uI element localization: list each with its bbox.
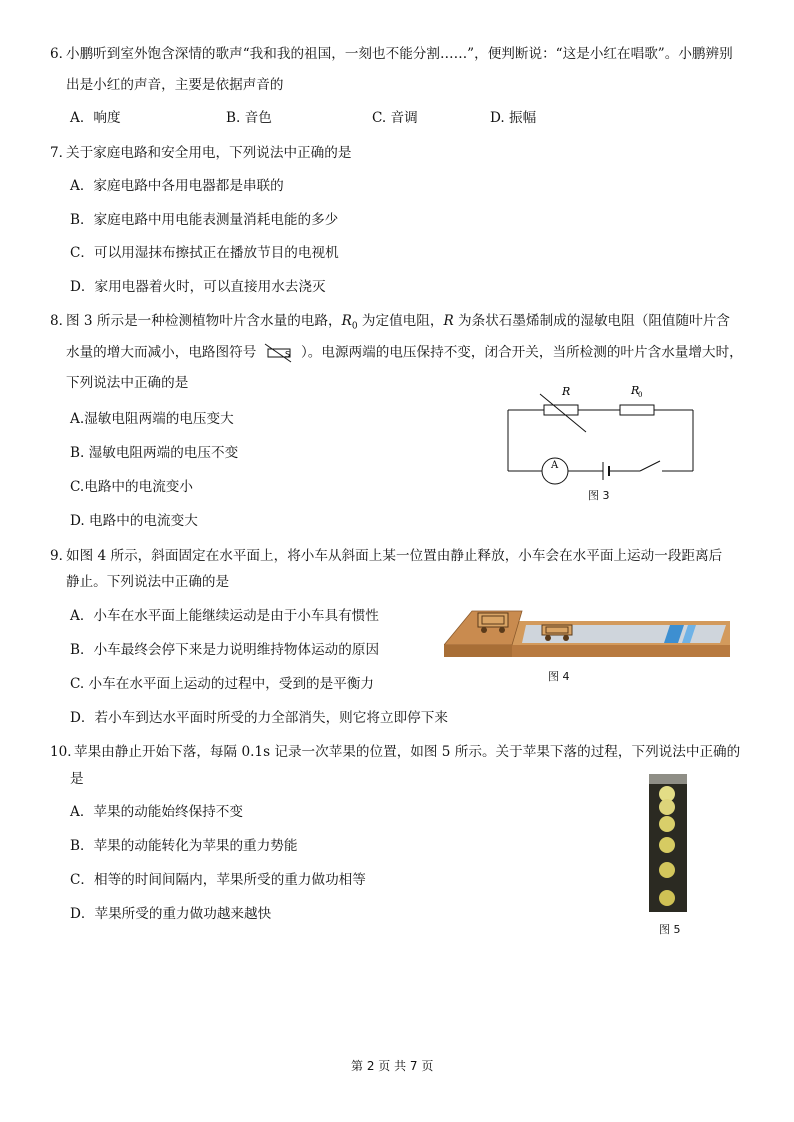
q8-option-b: B. 湿敏电阻两端的电压不变 (70, 445, 239, 461)
switch-blade (640, 461, 660, 471)
figure-3-caption: 图 3 (588, 489, 610, 502)
apple-position-3 (659, 816, 675, 832)
q9-stem-line2: 静止。下列说法中正确的是 (66, 574, 230, 590)
q7-option-d: D．家用电器着火时，可以直接用水去浇灭 (70, 279, 326, 295)
q7-option-a: A．家庭电路中各用电器都是串联的 (70, 178, 284, 194)
figure-4-ramp (444, 603, 730, 659)
q6-option-b: B. 音色 (226, 110, 272, 126)
figure-5-caption: 图 5 (659, 923, 681, 936)
q9-option-a: A．小车在水平面上能继续运动是由于小车具有惯性 (70, 608, 379, 624)
q6-option-c: C. 音调 (372, 110, 418, 126)
q10-option-a: A．苹果的动能始终保持不变 (70, 804, 243, 820)
ammeter-label: A (551, 460, 559, 471)
resistor-r0 (620, 405, 654, 415)
humidity-resistor-r (544, 405, 578, 415)
q10-number: 10． (50, 744, 81, 760)
q8-stem-line2: 水量的增大而减小，电路图符号 S ）。电源两端的电压保持不变，闭合开关，当所检测的叶片含水量增大时， (66, 343, 743, 363)
q7-number: 7． (50, 145, 73, 161)
q10-stem-line2: 是 (70, 771, 84, 787)
q8-number: 8． (50, 313, 73, 329)
q6-number: 6． (50, 46, 73, 62)
q8-option-d: D. 电路中的电流变大 (70, 513, 198, 529)
q8-stem-line3: 下列说法中正确的是 (66, 375, 189, 391)
q10-option-b: B．苹果的动能转化为苹果的重力势能 (70, 838, 298, 854)
apple-position-6 (659, 890, 675, 906)
page-footer: 第 2 页 共 7 页 (351, 1059, 434, 1073)
q7-stem: 关于家庭电路和安全用电，下列说法中正确的是 (66, 145, 352, 161)
q6-option-a: A．响度 (70, 110, 121, 126)
apple-position-5 (659, 862, 675, 878)
q9-number: 9． (50, 548, 73, 564)
q10-option-c: C．相等的时间间隔内，苹果所受的重力做功相等 (70, 872, 366, 888)
apple-position-2 (659, 799, 675, 815)
q9-option-b: B．小车最终会停下来是力说明维持物体运动的原因 (70, 642, 380, 658)
q10-option-d: D．苹果所受的重力做功越来越快 (70, 906, 272, 922)
q6-stem-line1: 小鹏听到室外饱含深情的歌声“我和我的祖国，一刻也不能分割……”，便判断说：“这是小红在唱歌”。小鹏辨别 (66, 46, 733, 62)
q6-option-d: D. 振幅 (490, 110, 537, 126)
q9-stem-line1: 如图 4 所示，斜面固定在水平面上，将小车从斜面上某一位置由静止释放，小车会在水平面上运动一段距离后 (66, 548, 723, 564)
q8-option-c: C.电路中的电流变小 (70, 479, 193, 495)
q7-option-c: C．可以用湿抹布擦拭正在播放节目的电视机 (70, 245, 339, 261)
q6-stem-line2: 出是小红的声音，主要是依据声音的 (66, 77, 284, 93)
q7-option-b: B．家庭电路中用电能表测量消耗电能的多少 (70, 212, 339, 228)
figure-3-circuit (500, 378, 700, 503)
q9-option-d: D．若小车到达水平面时所受的力全部消失，则它将立即停下来 (70, 710, 448, 726)
figure-4-caption: 图 4 (548, 670, 570, 683)
label-r: R (562, 385, 571, 398)
q8-stem-line1: 图 3 所示是一种检测植物叶片含水量的电路，$R_0$ 为定值电阻，R 为条状石墨烯制成的湿敏电阻（阻值随叶片含 (66, 313, 730, 332)
label-r0-sub: 0 (638, 391, 643, 399)
label-r0: R (631, 384, 640, 397)
symbol-letter: S (284, 350, 290, 359)
figure-5-photo (649, 774, 687, 912)
q8-option-a: A.湿敏电阻两端的电压变大 (70, 411, 234, 427)
humidity-resistor-symbol-icon (261, 343, 297, 363)
apple-position-4 (659, 837, 675, 853)
q9-option-c: C. 小车在水平面上运动的过程中，受到的是平衡力 (70, 676, 375, 692)
q10-stem-line1: 苹果由静止开始下落，每隔 0.1s 记录一次苹果的位置，如图 5 所示。关于苹果下落的过程，下列说法中正确的 (74, 744, 741, 760)
